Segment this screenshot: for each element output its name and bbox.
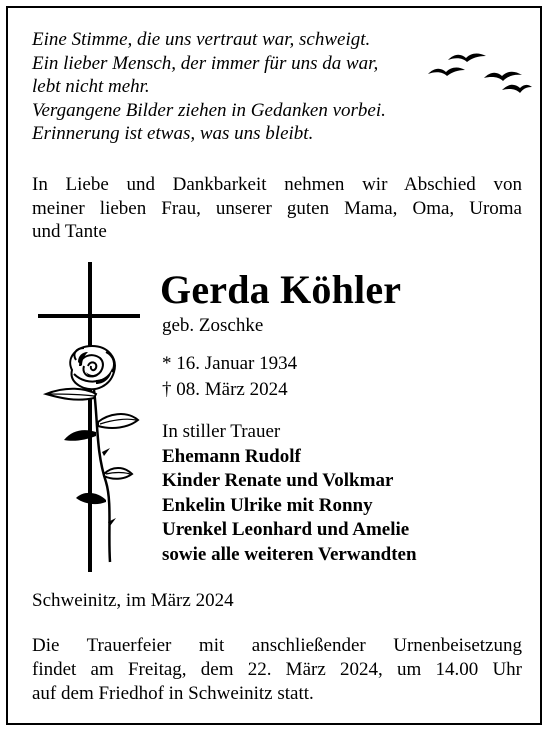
life-dates (162, 351, 297, 403)
funeral-info (32, 634, 522, 706)
obituary-notice (6, 6, 542, 725)
funeral-line (32, 658, 522, 682)
cross-with-rose-icon (36, 262, 148, 572)
intro-line-text: meiner lieben Frau, unserer guten Mama, Oma, Uroma (32, 197, 522, 219)
mourner-name: sowie alle weiteren Verwandten (162, 543, 417, 565)
poem (32, 28, 462, 146)
death-date: † 08. März 2024 (162, 379, 288, 400)
mourner-name: Enkelin Ulrike mit Ronny (162, 494, 373, 516)
poem-line: Vergangene Bilder ziehen in Gedanken vorbei. (32, 99, 386, 121)
poem-line: lebt nicht mehr. (32, 76, 150, 97)
mourner-name: Kinder Renate und Volkmar (162, 470, 394, 491)
poem-line: Erinnerung ist etwas, was uns bleibt. (32, 123, 314, 144)
funeral-line (32, 634, 522, 658)
mourner-name: Urenkel Leonhard und Amelie (162, 519, 410, 540)
mourners-heading: In stiller Trauer (162, 421, 281, 442)
intro-line: und Tante (32, 221, 107, 242)
intro-line (32, 173, 522, 197)
maiden-name: geb. Zoschke (162, 315, 264, 336)
place-date: Schweinitz, im März 2024 (32, 590, 234, 611)
funeral-line-text: findet am Freitag, dem 22. März 2024, um 14.00 Uhr (32, 659, 522, 680)
flying-birds-icon (418, 50, 533, 102)
deceased-name: Gerda Köhler (160, 267, 402, 312)
funeral-line-text: Die Trauerfeier mit anschließender Urnenbeisetzung (32, 635, 522, 656)
mourners (162, 420, 417, 567)
funeral-line: auf dem Friedhof in Schweinitz statt. (32, 683, 314, 704)
poem-line: Eine Stimme, die uns vertraut war, schweigt. (32, 29, 371, 50)
mourner-name: Ehemann Rudolf (162, 445, 301, 467)
intro-line (32, 197, 522, 221)
intro-line-text: In Liebe und Dankbarkeit nehmen wir Abschied von (32, 174, 522, 195)
poem-line: Ein lieber Mensch, der immer für uns da war, (32, 52, 379, 74)
birth-date: * 16. Januar 1934 (162, 353, 298, 374)
intro-text (32, 173, 522, 244)
